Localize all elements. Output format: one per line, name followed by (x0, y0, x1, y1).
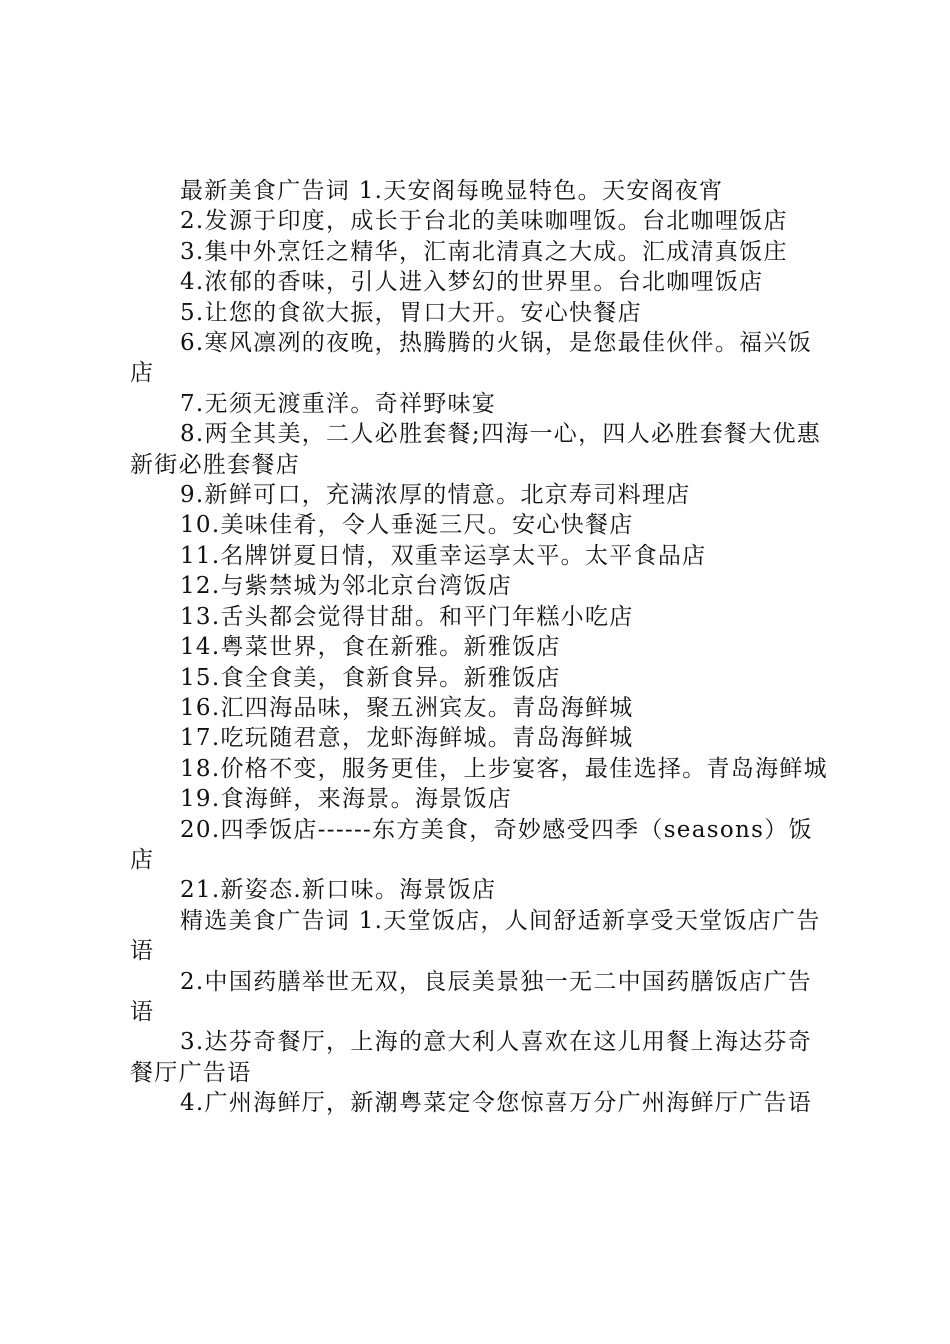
paragraph-8: 8.两全其美，二人必胜套餐;四海一心，四人必胜套餐大优惠新街必胜套餐店 (130, 421, 822, 478)
paragraph-13: 13.舌头都会觉得甘甜。和平门年糕小吃店 (180, 603, 634, 630)
paragraph-21: 21.新姿态.新口味。海景饭店 (180, 877, 497, 904)
paragraph-23: 2.中国药膳举世无双，良辰美景独一无二中国药膳饭店广告语 (130, 968, 813, 1025)
paragraph-17: 17.吃玩随君意，龙虾海鲜城。青岛海鲜城 (180, 725, 634, 752)
paragraph-1: 最新美食广告词 1.天安阁每晚显特色。天安阁夜宵 (180, 178, 724, 204)
paragraph-4: 4.浓郁的香味，引人进入梦幻的世界里。台北咖哩饭店 (180, 269, 764, 296)
paragraph-2: 2.发源于印度，成长于台北的美味咖哩饭。台北咖哩饭店 (180, 208, 788, 235)
paragraph-11: 11.名牌饼夏日情，双重幸运享太平。太平食品店 (180, 542, 707, 569)
paragraph-18: 18.价格不变，服务更佳，上步宴客，最佳选择。青岛海鲜城 (180, 755, 828, 782)
paragraph-20: 20.四季饭店------东方美食，奇妙感受四季（seasons）饭店 (130, 816, 813, 873)
paragraph-6: 6.寒风凛冽的夜晚，热腾腾的火锅，是您最佳伙伴。福兴饭店 (130, 330, 813, 387)
paragraph-16: 16.汇四海品味，聚五洲宾友。青岛海鲜城 (180, 694, 634, 721)
paragraph-24: 3.达芬奇餐厅，上海的意大利人喜欢在这儿用餐上海达芬奇餐厅广告语 (130, 1029, 813, 1086)
paragraph-22: 精选美食广告词 1.天堂饭店，人间舒适新享受天堂饭店广告语 (130, 907, 821, 965)
paragraph-9: 9.新鲜可口，充满浓厚的情意。北京寿司料理店 (180, 482, 691, 509)
paragraph-5: 5.让您的食欲大振，胃口大开。安心快餐店 (180, 299, 642, 326)
paragraph-25: 4.广州海鲜厅，新潮粤菜定令您惊喜万分广州海鲜厅广告语 (180, 1090, 813, 1117)
paragraph-19: 19.食海鲜，来海景。海景饭店 (180, 786, 513, 813)
paragraph-3: 3.集中外烹饪之精华，汇南北清真之大成。汇成清真饭庄 (180, 238, 788, 265)
paragraph-15: 15.食全食美，食新食异。新雅饭店 (180, 664, 561, 691)
paragraph-14: 14.粤菜世界，食在新雅。新雅饭店 (180, 634, 561, 661)
document-body (130, 176, 832, 1119)
paragraph-12: 12.与紫禁城为邻北京台湾饭店 (180, 573, 513, 600)
paragraph-7: 7.无须无渡重洋。奇祥野味宴 (180, 390, 497, 417)
paragraph-10: 10.美味佳肴，令人垂涎三尺。安心快餐店 (180, 512, 634, 539)
